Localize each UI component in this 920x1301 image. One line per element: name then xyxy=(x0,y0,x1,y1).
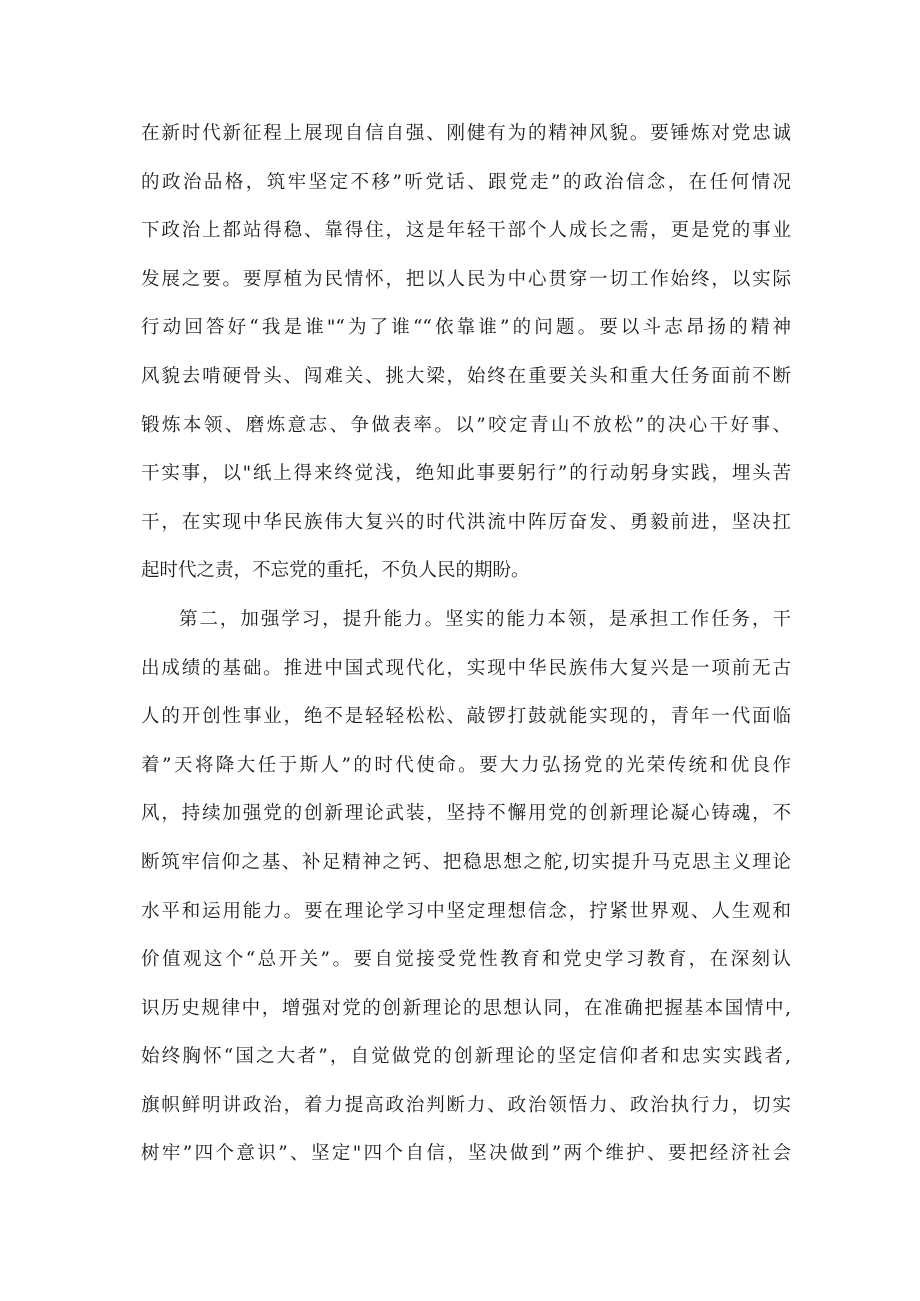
document-body xyxy=(141,110,791,1179)
text-line: 出成绩的基础。推进中国式现代化，实现中华民族伟大复兴是一项前无古 xyxy=(141,657,791,679)
text-line: 发展之要。要厚植为民情怀，把以人民为中心贯穿一切工作始终，以实际 xyxy=(141,268,791,290)
text-line: 始终胸怀“国之大者”，自觉做党的创新理论的坚定信仰者和忠实实践者, xyxy=(141,1046,791,1068)
text-line: 识历史规律中，增强对党的创新理论的思想认同，在准确把握基本国情中, xyxy=(141,997,791,1019)
paragraph-1 xyxy=(141,110,791,596)
text-line: 的政治品格，筑牢坚定不移”听党话、跟党走”的政治信念，在任何情况 xyxy=(141,171,791,193)
text-line: 断筑牢信仰之基、补足精神之钙、把稳思想之舵,切实提升马克思主义理论 xyxy=(141,851,791,873)
text-line: 干，在实现中华民族伟大复兴的时代洪流中阵厉奋发、勇毅前进，坚决扛 xyxy=(141,511,791,533)
text-line: 价值观这个“总开关”。要自觉接受党性教育和党史学习教育，在深刻认 xyxy=(141,949,791,971)
text-line: 干实事，以"纸上得来终觉浅，绝知此事要躬行”的行动躬身实践，埋头苦 xyxy=(141,463,791,485)
text-line: 人的开创性事业，绝不是轻轻松松、敲锣打鼓就能实现的，青年一代面临 xyxy=(141,706,791,728)
text-line: 树牢”四个意识”、坚定"四个自信，坚决做到”两个维护、要把经济社会 xyxy=(141,1143,791,1165)
text-line: 旗帜鲜明讲政治，着力提高政治判断力、政治领悟力、政治执行力，切实 xyxy=(141,1094,791,1116)
text-line: 风，持续加强党的创新理论武装，坚持不懈用党的创新理论凝心铸魂，不 xyxy=(141,803,791,825)
text-line: 着”天将降大任于斯人”的时代使命。要大力弘扬党的光荣传统和优良作 xyxy=(141,754,791,776)
text-line: 水平和运用能力。要在理论学习中坚定理想信念，拧紧世界观、人生观和 xyxy=(141,900,791,922)
text-line: 锻炼本领、磨炼意志、争做表率。以”咬定青山不放松”的决心干好事、 xyxy=(141,414,791,436)
text-line: 行动回答好“我是谁"“为了谁““依靠谁”的问题。要以斗志昂扬的精神 xyxy=(141,317,791,339)
text-line: 下政治上都站得稳、靠得住，这是年轻干部个人成长之需，更是党的事业 xyxy=(141,220,791,242)
text-line: 在新时代新征程上展现自信自强、刚健有为的精神风貌。要锤炼对党忠诚 xyxy=(141,123,791,144)
paragraph-2 xyxy=(141,596,791,1179)
text-line: 风貌去啃硬骨头、闯难关、挑大梁，始终在重要关头和重大任务面前不断 xyxy=(141,365,791,387)
text-line: 起时代之责，不忘党的重托，不负人民的期盼。 xyxy=(141,560,530,582)
text-line: 第二，加强学习，提升能力。坚实的能力本领，是承担工作任务，干 xyxy=(179,608,791,630)
